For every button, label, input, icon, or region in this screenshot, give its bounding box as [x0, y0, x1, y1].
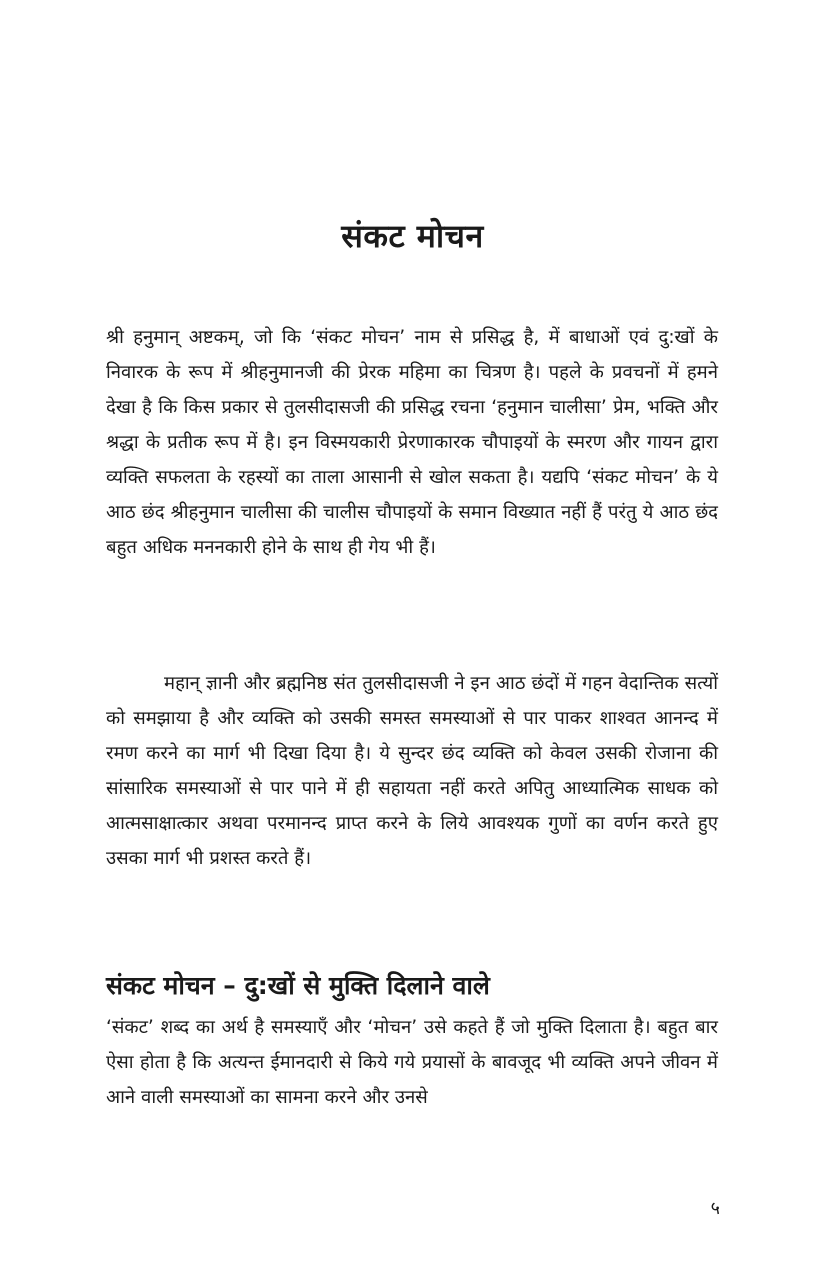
paragraph-intro: श्री हनुमान् अष्टकम्, जो कि ‘संकट मोचन’ नाम से प्रसिद्ध है, में बाधाओं एवं दु:खों के निवारक के रूप में श्रीहनुमानजी की प्रेरक महिमा का चित्रण है। पहले के प्रवचनों में हमने देखा है कि किस प्रकार से तुलसीदासजी की प्रसिद्ध रचना ‘हनुमान चालीसा’ प्रेम, भक्ति और श्रद्धा के प्रतीक रूप में है। इन विस्मयकारी प्रेरणाकारक चौपाइयों के स्मरण और गायन द्वारा व्यक्ति सफलता के रहस्यों का ताला आसानी से खोल सकता है। यद्यपि ‘संकट मोचन’ के ये आठ छंद श्रीहनुमान चालीसा की चालीस चौपाइयों के समान विख्यात नहीं हैं परंतु ये आठ छंद बहुत अधिक मननकारी होने के साथ ही गेय भी हैं।	[106, 327, 718, 558]
paragraph-sankat-meaning: ‘संकट’ शब्द का अर्थ है समस्याएँ और ‘मोचन’ उसे कहते हैं जो मुक्ति दिलाता है। बहुत बार ऐसा होता है कि अत्यन्त ईमानदारी से किये गये प्रयासों के बावजूद भी व्यक्ति अपने जीवन में आने वाली समस्याओं का सामना करने और उनसे	[106, 1017, 718, 1108]
paragraph-tulsidas: महान् ज्ञानी और ब्रह्मनिष्ठ संत तुलसीदासजी ने इन आठ छंदों में गहन वेदान्तिक सत्यों को समझाया है और व्यक्ति को उसकी समस्त समस्याओं से पार पाकर शाश्वत आनन्द में रमण करने का मार्ग भी दिखा दिया है। ये सुन्दर छंद व्यक्ति को केवल उसकी रोजाना की सांसारिक समस्याओं से पार पाने में ही सहायता नहीं करते अपितु आध्यात्मिक साधक को आत्मसाक्षात्कार अथवा परमानन्द प्राप्त करने के लिये आवश्यक गुणों का वर्णन करते हुए उसका मार्ग भी प्रशस्त करते हैं।	[106, 673, 718, 869]
section-heading: संकट मोचन – दु:खों से मुक्ति दिलाने वाले	[106, 971, 490, 1000]
page-title: संकट मोचन	[341, 217, 484, 255]
page-number: ५	[710, 1198, 720, 1219]
